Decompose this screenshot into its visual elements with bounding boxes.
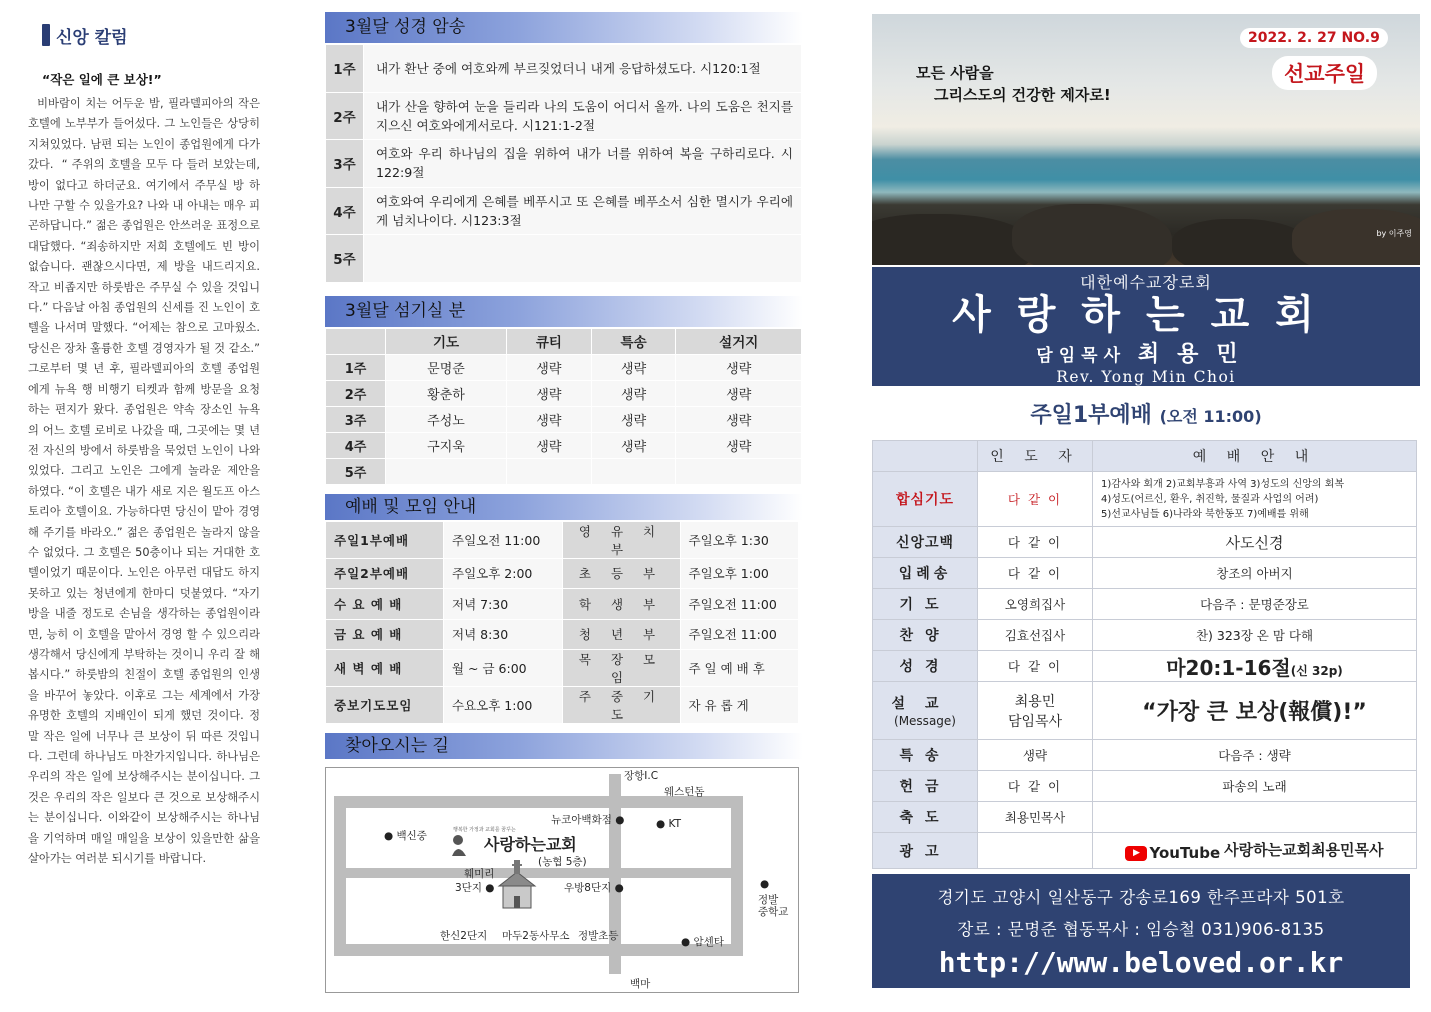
order-leader: 다 같 이 — [978, 472, 1093, 527]
server-cell — [507, 458, 592, 484]
map-label-jangang: 장항I.C — [624, 770, 659, 782]
servers-row — [326, 406, 802, 432]
verse-text: 여호와여 우리에게 은혜를 베푸시고 또 은혜를 베푸소서 심한 멸시가 우리에게 넘치나이다. 시123:3절 — [364, 187, 802, 235]
meeting-name: 주일1부예배 — [326, 521, 444, 558]
meeting-name: 수 요 예 배 — [326, 589, 444, 620]
middle-column — [325, 12, 803, 993]
meeting-name: 새 벽 예 배 — [326, 650, 444, 687]
meeting-name: 목 장 모 임 — [562, 650, 680, 687]
order-leader: 다 같 이 — [978, 771, 1093, 802]
server-cell — [591, 458, 676, 484]
meeting-name: 주일2부예배 — [326, 558, 444, 589]
map-label-jeongbal-es: 정발초등 — [578, 930, 619, 942]
meeting-time: 주일오후 1:30 — [680, 521, 799, 558]
order-leader: 최용민 담임목사 — [978, 682, 1093, 740]
servers-header-cell — [326, 328, 386, 354]
meeting-time: 수요오후 1:00 — [444, 687, 563, 724]
meeting-time: 저녁 7:30 — [444, 589, 563, 620]
order-row — [873, 589, 1417, 620]
meeting-row — [326, 650, 799, 687]
order-content: “가장 큰 보상(報償)!” — [1093, 682, 1417, 740]
week-label: 2주 — [326, 380, 386, 406]
server-cell: 주성노 — [386, 406, 507, 432]
order-row — [873, 472, 1417, 527]
order-item-name: 설교 (Message) — [873, 682, 978, 740]
issue-date: 2022. 2. 27 NO.9 — [1240, 28, 1388, 48]
order-row — [873, 651, 1417, 682]
meeting-row — [326, 589, 799, 620]
memory-verse-row — [326, 187, 802, 235]
week-label: 4주 — [326, 187, 364, 235]
servers-header-cell: 설거지 — [676, 328, 802, 354]
essay-title: “작은 일에 큰 보상!” — [42, 72, 162, 87]
memory-verse-box — [325, 44, 802, 283]
verse-text: 여호와 우리 하나님의 집을 위하여 내가 너를 위하여 복을 구하리로다. 시122:9절 — [364, 140, 802, 188]
order-row — [873, 620, 1417, 651]
order-item-subname: (Message) — [894, 713, 956, 728]
map-label-church: 사랑하는교회 — [484, 835, 577, 854]
order-row — [873, 833, 1417, 869]
order-content: 다음주 : 문명준장로 — [1093, 589, 1417, 620]
meeting-time: 월 ~ 금 6:00 — [444, 650, 563, 687]
servers-header-row — [326, 328, 802, 354]
servers-table — [325, 328, 802, 485]
meeting-row — [326, 558, 799, 589]
order-leader-sub: 담임목사 — [1007, 713, 1063, 730]
servers-row — [326, 458, 802, 484]
order-item-name: 헌금 — [873, 771, 978, 802]
order-header-cell: 예 배 안 내 — [1093, 441, 1417, 472]
servers-header-cell: 큐티 — [507, 328, 592, 354]
week-label: 5주 — [326, 235, 364, 283]
order-item-name: 입례송 — [873, 558, 978, 589]
servers-row — [326, 380, 802, 406]
church-address: 경기도 고양시 일산동구 강송로169 한주프라자 501호 — [937, 888, 1345, 907]
week-label: 3주 — [326, 406, 386, 432]
faith-column — [28, 20, 264, 869]
server-cell — [386, 458, 507, 484]
meeting-name: 초 등 부 — [562, 558, 680, 589]
server-cell: 생략 — [676, 432, 802, 458]
meeting-name: 학 생 부 — [562, 589, 680, 620]
order-item-name: 기도 — [873, 589, 978, 620]
order-header-cell — [873, 441, 978, 472]
server-cell: 구지욱 — [386, 432, 507, 458]
order-header-cell: 인 도 자 — [978, 441, 1093, 472]
meetings-title: 예배 및 모임 안내 — [325, 494, 803, 520]
photo-credit: by 이주영 — [1376, 229, 1412, 238]
memory-verse-title: 3월달 성경 암송 — [325, 12, 803, 43]
order-row — [873, 558, 1417, 589]
meeting-row — [326, 521, 799, 558]
order-leader: 다 같 이 — [978, 651, 1093, 682]
week-label: 1주 — [326, 354, 386, 380]
map-label-jeongbal-ms: 정발 — [758, 894, 779, 906]
server-cell: 문명준 — [386, 354, 507, 380]
order-leader: 김효선집사 — [978, 620, 1093, 651]
meeting-time: 주 일 예 배 후 — [680, 650, 799, 687]
meeting-time: 자 유 롭 게 — [680, 687, 799, 724]
rock-shape — [872, 214, 1032, 265]
meeting-time: 주일오전 11:00 — [444, 521, 563, 558]
youtube-icon[interactable]: ▶ YouTube — [1125, 844, 1220, 862]
server-cell: 생략 — [676, 380, 802, 406]
map-label-danji3: 3단지 ● — [455, 882, 495, 894]
verse-text: 내가 환난 중에 여호와께 부르짖었더니 내게 응답하셨도다. 시120:1절 — [364, 45, 802, 93]
map-label-jeongbal-ms-dot: ● — [760, 878, 770, 890]
order-leader: 생략 — [978, 740, 1093, 771]
pastor-english: Rev. Yong Min Choi — [1056, 368, 1236, 386]
meeting-time: 주일오후 2:00 — [444, 558, 563, 589]
server-cell: 생략 — [591, 432, 676, 458]
order-content: 다음주 : 생략 — [1093, 740, 1417, 771]
meeting-time: 주일오전 11:00 — [680, 619, 799, 650]
motto-line-1: 모든 사람을 — [916, 64, 994, 82]
order-content: 마20:1-16절(신 32p) — [1093, 651, 1417, 682]
order-item-name: 찬양 — [873, 620, 978, 651]
server-cell: 생략 — [676, 354, 802, 380]
order-content-small: (신 32p) — [1290, 663, 1343, 678]
service-time: (오전 11:00) — [1159, 407, 1262, 426]
order-of-service-table — [872, 440, 1417, 869]
church-website-link[interactable]: http://www.beloved.or.kr — [938, 946, 1344, 979]
order-item-name: 특송 — [873, 740, 978, 771]
order-leader: 다 같 이 — [978, 527, 1093, 558]
order-leader: 오영희집사 — [978, 589, 1093, 620]
memory-verse-row — [326, 92, 802, 140]
meeting-name: 영 유 치 부 — [562, 521, 680, 558]
meeting-name: 중보기도모임 — [326, 687, 444, 724]
order-content: 1)감사와 회개 2)교회부흥과 사역 3)성도의 신앙의 회복 4)성도(어르신, 환우, 취진학, 물질과 사업의 어려) 5)선교사님들 6)나라와 북한동포 7)예배를 위해 — [1093, 472, 1417, 527]
heading-bar-icon — [42, 24, 50, 46]
servers-box — [325, 328, 802, 485]
order-row — [873, 802, 1417, 833]
memory-verse-row — [326, 45, 802, 93]
order-content: 파송의 노래 — [1093, 771, 1417, 802]
denomination: 대한예수교장로회 — [1080, 273, 1212, 292]
meeting-row — [326, 619, 799, 650]
meeting-time: 주일오전 11:00 — [680, 589, 799, 620]
order-item-name: 광고 — [873, 833, 978, 869]
church-contact: 장로 : 문명준 협동목사 : 임승철 031)906-8135 — [957, 920, 1325, 939]
week-label: 2주 — [326, 92, 364, 140]
order-leader: 최용민목사 — [978, 802, 1093, 833]
order-content: ▶ YouTube 사랑하는교회최용민목사 — [1093, 833, 1417, 869]
map-label-woobang: 우방8단지 ● — [564, 882, 624, 894]
server-cell: 생략 — [507, 354, 592, 380]
servers-header-cell: 기도 — [386, 328, 507, 354]
server-cell: 생략 — [507, 432, 592, 458]
map-label-baekshin: ● 백신중 — [384, 830, 427, 842]
map-label-hanshin: 한신2단지 — [440, 930, 488, 942]
directions-map — [325, 767, 799, 993]
server-cell: 생략 — [507, 406, 592, 432]
memory-verse-table — [325, 44, 802, 283]
order-row — [873, 682, 1417, 740]
order-item-name: 합심기도 — [873, 472, 978, 527]
order-item-name: 성경 — [873, 651, 978, 682]
server-cell: 생략 — [591, 354, 676, 380]
week-label: 5주 — [326, 458, 386, 484]
order-leader — [978, 833, 1093, 869]
map-label-hwemiri: 훼미리 — [464, 868, 495, 880]
meeting-name: 금 요 예 배 — [326, 619, 444, 650]
servers-row — [326, 354, 802, 380]
order-row — [873, 740, 1417, 771]
order-content — [1093, 802, 1417, 833]
motto-line-2: 그리스도의 건강한 제자로! — [934, 86, 1111, 104]
week-label: 4주 — [326, 432, 386, 458]
meeting-time: 주일오후 1:00 — [680, 558, 799, 589]
memory-verse-row — [326, 235, 802, 283]
meeting-name: 주 중 기 도 — [562, 687, 680, 724]
order-item-name: 신앙고백 — [873, 527, 978, 558]
server-cell: 생략 — [676, 406, 802, 432]
map-label-kt: ● KT — [656, 818, 681, 830]
map-label-baekma: 백마 — [630, 978, 651, 990]
order-header-row — [873, 441, 1417, 472]
directions-title: 찾아오시는 길 — [325, 733, 803, 759]
order-content: 사도신경 — [1093, 527, 1417, 558]
rock-shape — [1012, 204, 1172, 265]
order-content: 창조의 아버지 — [1093, 558, 1417, 589]
cover-photo — [872, 14, 1420, 265]
church-banner — [872, 265, 1420, 386]
map-label-jeongbal-ms-2: 중학교 — [758, 906, 789, 918]
servers-row — [326, 432, 802, 458]
server-cell — [676, 458, 802, 484]
week-label: 3주 — [326, 140, 364, 188]
server-cell: 생략 — [591, 406, 676, 432]
essay-body: 비바람이 치는 어두운 밤, 필라델피아의 작은 호텔에 노부부가 들어섰다. 그 노인들은 상당히 지쳐있었다. 남편 되는 노인이 종업원에게 다가갔다. “ 주위의 호텔을 모두 다 들러 보았는데, 방이 없다고 하더군요. 여기에서 주무실 방 하나만 구할 수 있을가요? 나와 내 아내는 매우 피곤하답니다.” 젊은 종업원은 안쓰러운 표정으로 대답했다. “죄송하지만 저희 호텔에도 빈 방이 없습니다. 괜찮으시다면, 제 방을 내드리지요. 작고 비좁지만 하룻밤은 주무실 수 있을 것입니다.” 다음날 아침 종업원의 신세를 진 노인이 호텔을 나서며 말했다. “어제는 참으로 고마웠소. 당신은 장차 훌륭한 호텔 경영자가 될 것 같소.” 그로부터 몇 년 후, 필라델피아의 호텔 종업원에게 뉴욕 행 비행기 티켓과 함께 방문을 요청하는 편지가 왔다. 종업원은 약속 장소인 뉴욕의 어느 호텔 로비로 나갔을 때, 그곳에는 몇 년 전 자신의 방에서 하룻밤을 묵었던 노인이 나와 있었다. 그리고 노인은 그에게 놀라운 제안을 하였다. “이 호텔은 내가 새로 지은 월도프 아스토리아 호텔이요. 가능하다면 당신이 맡아 경영해 주기를 바라오.” 젊은 종업원은 놀라지 않을 수 없었다. 그 호텔은 50층이나 되는 거대한 호텔이었기 때문이다. 노인은 아무런 대답도 하지 못하고 있는 청년에게 한마디 덧붙였다. “자기 방을 내줄 정도로 손님을 생각하는 종업원이라면, 능히 이 호텔을 맡아서 경영 할 수 있으리라 생각해서 당신에게 부탁하는 것이니 우리 잘 해봅시다.” 하룻밤의 친절이 호텔 종업원의 인생을 바꾸어 놓았다. 이후로 그는 세계에서 가장 유명한 호텔의 지배인이 되게 했던 것이다. 정말 작은 일에 너무나 큰 보상이 뒤 따른 것입니다. 그런데 하나님도 마찬가지입니다. 하나님은 우리의 작은 일에 보상해주시는 분이십니다. 그것은 우리의 작은 일보다 큰 것으로 보상해주시는 분이십니다. 이와같이 보상해주시는 하나님을 기억하며 매일 매일을 보상이 있을만한 삶을 살아가는 여러분 되시기를 바랍니다. — [28, 97, 264, 866]
church-name: 사랑하는교회 — [952, 292, 1340, 338]
order-item-name: 축도 — [873, 802, 978, 833]
youtube-play-icon: ▶ — [1125, 846, 1147, 861]
verse-text: 내가 산을 향하여 눈을 들리라 나의 도움이 어디서 올까. 나의 도움은 천지를 지으신 여호와에게서로다. 시121:1-2절 — [364, 92, 802, 140]
servers-title: 3월달 섬기실 분 — [325, 296, 803, 327]
server-cell: 생략 — [591, 380, 676, 406]
pastor-line: 담임목사 최용민 — [1036, 342, 1256, 367]
map-label-madu: 마두2동사무소 — [502, 930, 570, 942]
meetings-table — [325, 521, 799, 725]
meeting-name: 청 년 부 — [562, 619, 680, 650]
order-content: 찬) 323장 온 맘 다해 — [1093, 620, 1417, 651]
map-label-western: 웨스턴돔 — [664, 786, 705, 798]
column-heading: 신앙 칼럼 — [42, 20, 260, 50]
week-label: 1주 — [326, 45, 364, 93]
order-row — [873, 527, 1417, 558]
meetings-box — [325, 521, 799, 725]
map-label-newcore: 뉴코아백화점 ● — [551, 814, 625, 826]
meeting-time: 저녁 8:30 — [444, 619, 563, 650]
map-label-amcenter: ● 암센타 — [681, 936, 724, 948]
server-cell: 황춘하 — [386, 380, 507, 406]
rock-shape — [1172, 219, 1312, 265]
map-roads — [326, 768, 799, 993]
verse-text — [364, 235, 802, 283]
meeting-row — [326, 687, 799, 724]
front-column — [872, 14, 1420, 988]
order-row — [873, 771, 1417, 802]
service-title: 주일1부예배 (오전 11:00) — [1030, 403, 1262, 428]
map-label-church-floor: (농협 5층) — [538, 856, 587, 868]
servers-header-cell: 특송 — [591, 328, 676, 354]
mission-sunday-badge: 선교주일 — [1272, 56, 1377, 90]
server-cell: 생략 — [507, 380, 592, 406]
pastor-name: 최용민 — [1137, 342, 1256, 367]
church-footer — [872, 874, 1410, 988]
order-leader: 다 같 이 — [978, 558, 1093, 589]
map-label-church-small: 행복한 가정과 교회를 꿈꾸는 — [453, 827, 516, 833]
memory-verse-row — [326, 140, 802, 188]
